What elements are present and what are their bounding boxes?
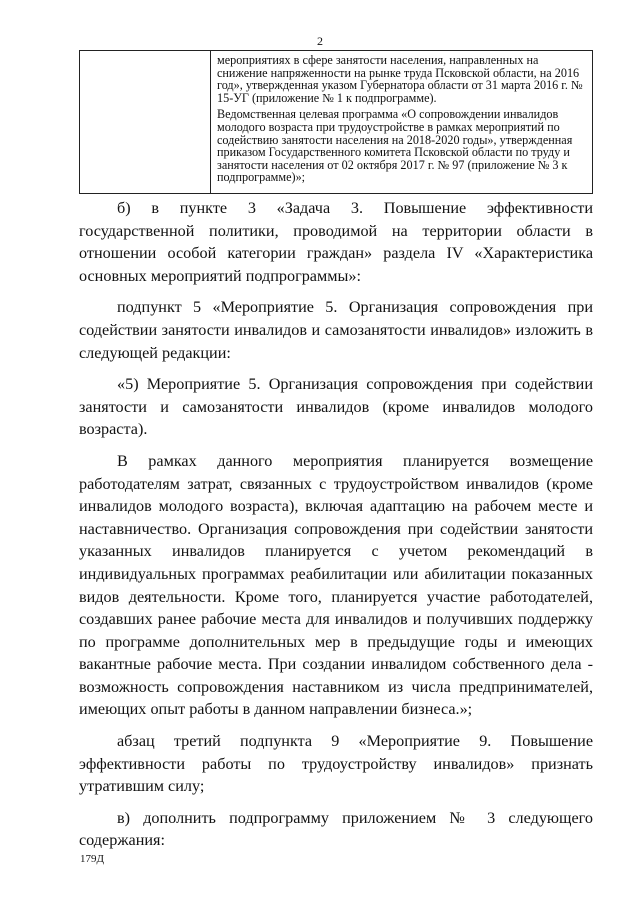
table-cell-right	[211, 51, 592, 193]
body-paragraph: абзац третий подпункта 9 «Мероприятие 9. Повышение эффективности работы по трудоустройству инвалидов» признать утратившим силу;	[79, 732, 593, 796]
body-paragraph: подпункт 5 «Мероприятие 5. Организация сопровождения при содействии занятости инвалидов и самозанятости инвалидов» изложить в следующей редакции:	[79, 298, 593, 362]
body-paragraph: В рамках данного мероприятия планируется возмещение работодателям затрат, связанных с трудоустройством инвалидов (кроме инвалидов молодого возраста), включая адаптацию на рабочем месте и наставничество. Организация сопровождения при содействии занятости указанных инвалидов планируется с учетом рекомендаций в индивидуальных программах реабилитации или абилитации показанных видов деятельности. Кроме того, планируется участие работодателей, создавших ранее рабочие места для инвалидов и получивших поддержку по программе дополнительных мер в предыдущие годы и имеющих вакантные рабочие места. При создании инвалидом собственного дела - возможность сопровождения наставником из числа предпринимателей, имеющих опыт работы в данном направлении бизнеса.»;	[79, 451, 593, 719]
table-cell-left	[80, 51, 211, 193]
table-cell-paragraph: Ведомственная целевая программа «О сопровождении инвалидов молодого возраста при трудоустройстве в рамках мероприятий по содействию занятости населения на 2018-2020 годы», утвержденная приказом Государственного комитета Псковской области по труду и занятости населения от 02 октября 2017 г. № 97 (приложение № 3 к подпрограмме)»;	[217, 107, 573, 185]
document-code: 179Д	[80, 853, 105, 865]
body-paragraph: «5) Мероприятие 5. Организация сопровождения при содействии занятости и самозанятости инвалидов (кроме инвалидов молодого возраста).	[79, 375, 593, 439]
body-paragraph: б) в пункте 3 «Задача 3. Повышение эффективности государственной политики, проводимой на территории области в отношении особой категории граждан» раздела IV «Характеристика основных мероприятий подпрограммы»:	[79, 199, 593, 285]
table-cell-paragraph: мероприятиях в сфере занятости населения, направленных на снижение напряженности на рынке труда Псковской области, на 2016 год», утвержденная указом Губернатора области от 31 марта 2016 г. № 15-УГ (приложение № 1 к подпрограмме).	[217, 53, 583, 105]
document-body	[79, 197, 593, 861]
body-paragraph: в) дополнить подпрограмму приложением № 3 следующего содержания:	[79, 808, 593, 850]
page-number: 2	[317, 34, 323, 48]
reference-table	[79, 50, 593, 194]
